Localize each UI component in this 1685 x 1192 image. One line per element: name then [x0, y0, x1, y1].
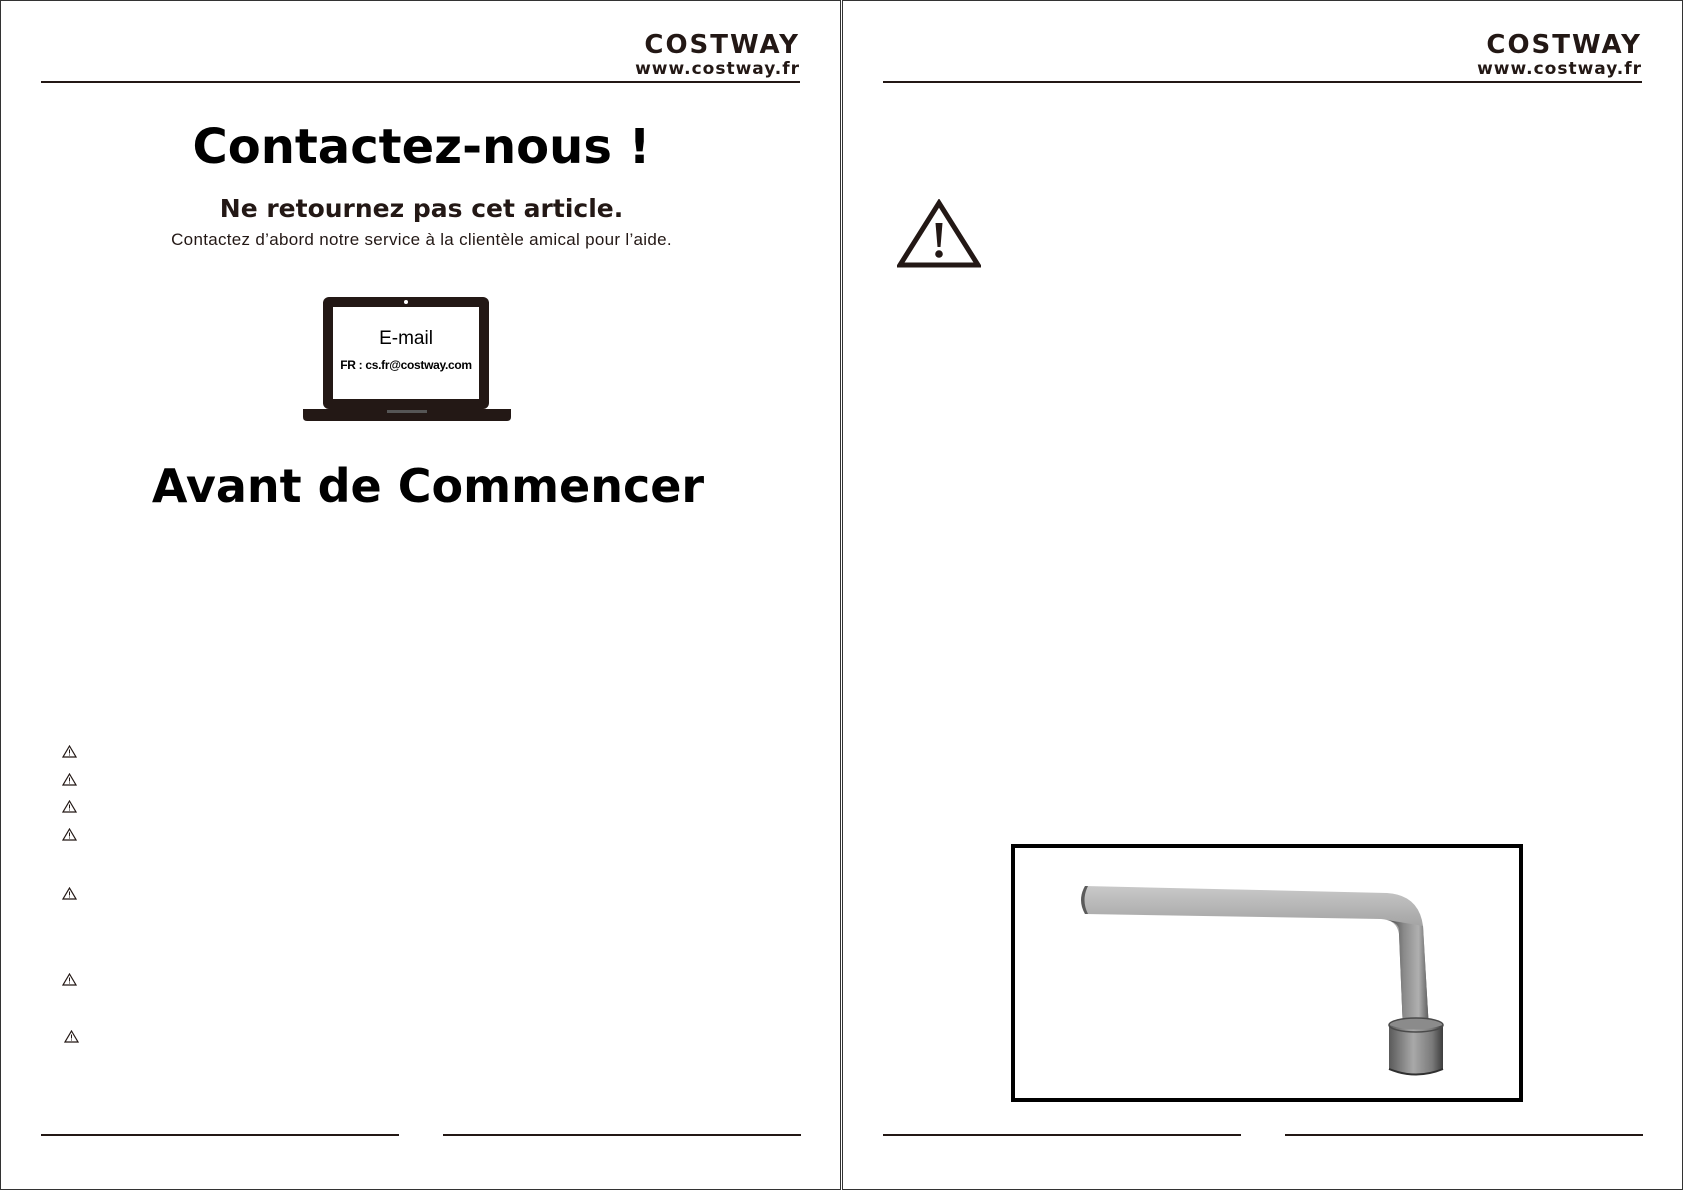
footer-rule — [1285, 1134, 1643, 1136]
warning-triangle-icon — [64, 1030, 79, 1043]
contact-subtitle: Ne retournez pas cet article. — [219, 194, 624, 223]
left-page — [0, 0, 841, 1190]
warning-triangle-icon — [62, 745, 77, 758]
warning-triangle-icon — [897, 199, 981, 269]
wrench-image-frame — [1011, 844, 1523, 1102]
costway-logo — [1477, 31, 1642, 79]
warning-triangle-icon — [62, 800, 77, 813]
brand-name: COSTWAY — [644, 30, 800, 60]
brand-name: COSTWAY — [1486, 30, 1642, 60]
warning-triangle-icon — [62, 973, 77, 986]
email-address[interactable]: FR : cs.fr@costway.com — [340, 358, 472, 372]
header-rule — [41, 81, 800, 83]
footer-rule — [41, 1134, 399, 1136]
website-url: www.costway.fr — [635, 59, 800, 79]
warning-triangle-icon — [62, 828, 77, 841]
header-rule — [883, 81, 1642, 83]
warning-triangle-icon — [62, 773, 77, 786]
warning-triangle-icon — [62, 887, 77, 900]
before-starting-title: Avant de Commencer — [151, 459, 705, 513]
costway-logo — [635, 31, 800, 79]
right-page — [842, 0, 1683, 1190]
contact-title: Contactez-nous ! — [192, 119, 651, 175]
email-label: E-mail — [379, 328, 433, 349]
contact-text: Contactez d’abord notre service à la clientèle amical pour l’aide. — [171, 230, 672, 249]
website-url: www.costway.fr — [1477, 59, 1642, 79]
socket-wrench-image — [1015, 848, 1519, 1098]
footer-rule — [883, 1134, 1241, 1136]
footer-rule — [443, 1134, 801, 1136]
